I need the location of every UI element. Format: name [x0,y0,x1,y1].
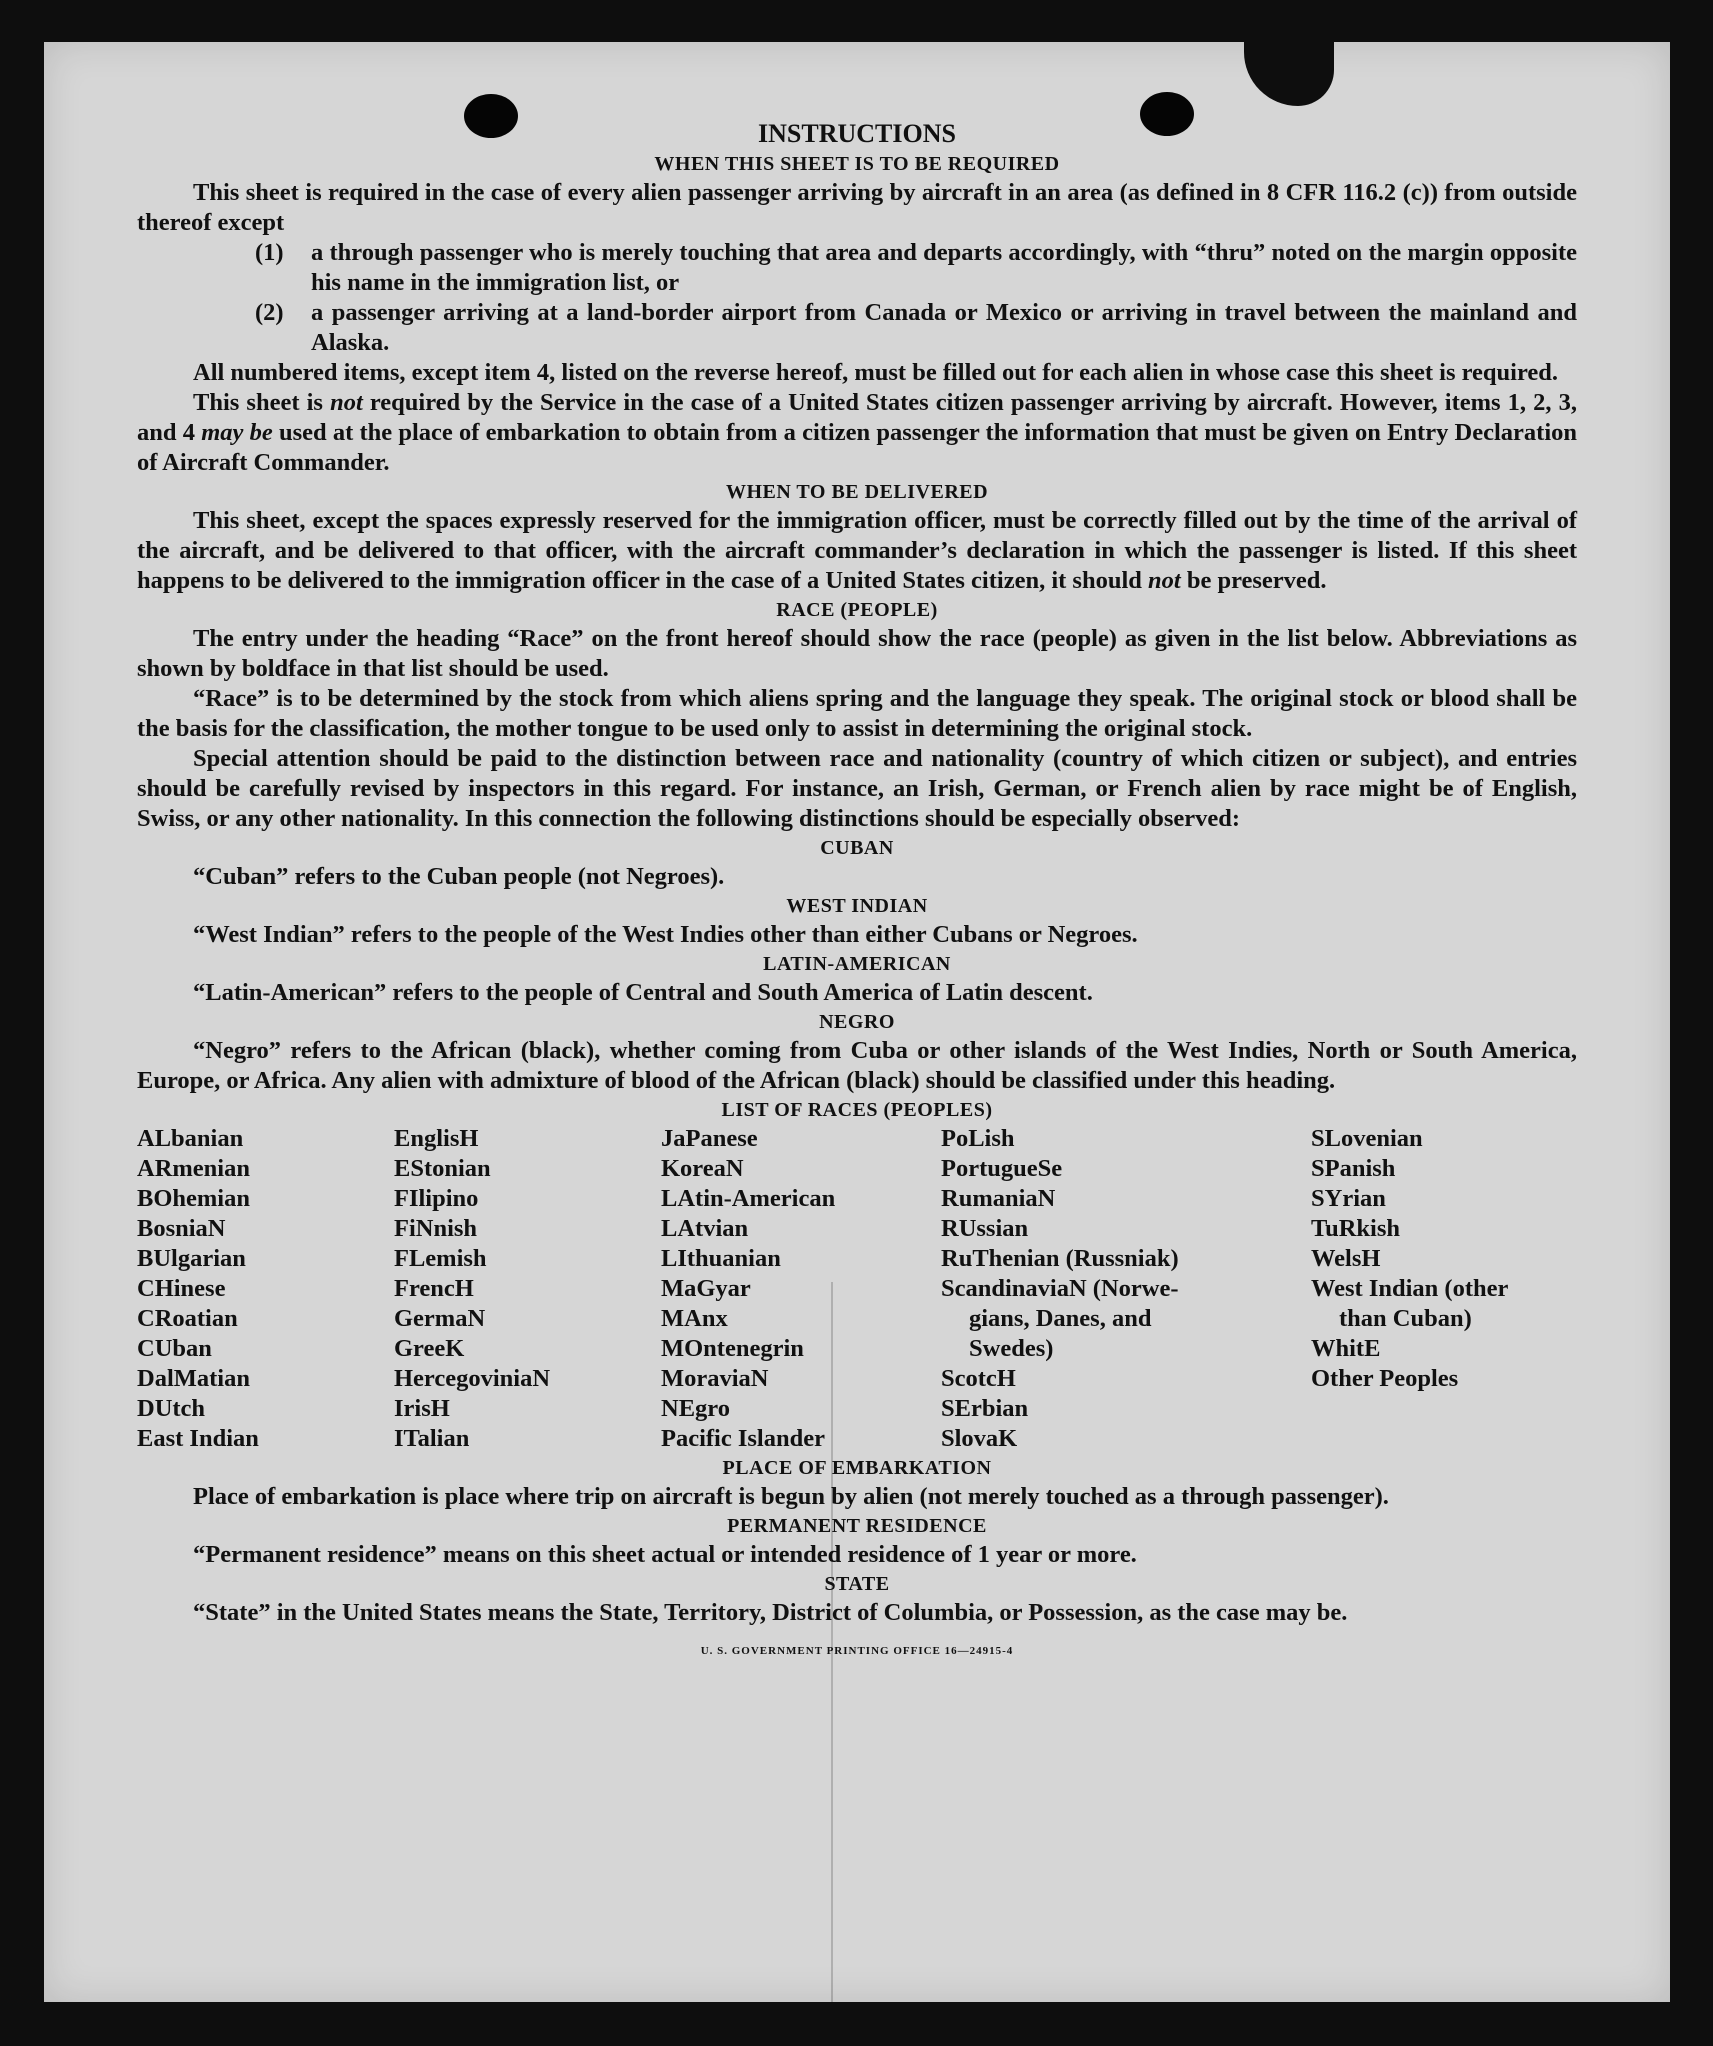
negro-definition: “Negro” refers to the African (black), whether coming from Cuba or other islands of the West Indies, North or South America, Europe, or Africa. Any alien with admixture of blood of the African (black) should be classified under this heading. [137,1037,1577,1094]
race-entry: CRoatian [137,1305,238,1332]
exception-item-1 [137,238,1577,298]
section-heading-west-indian: WEST INDIAN [786,895,928,917]
race-entry: PoLish [941,1125,1015,1152]
race-entry: MoraviaN [661,1365,769,1392]
race-entry: East Indian [137,1425,259,1452]
race-entry: HercegoviniaN [394,1365,551,1392]
item-text: a through passenger who is merely touching that area and departs accordingly, with “thru” noted on the margin opposite his name in the immigration list, or [311,239,1577,296]
item-number: (2) [255,299,284,326]
state-definition: “State” in the United States means the State, Territory, District of Columbia, or Possession, as the case may be. [193,1599,1348,1626]
races-column [1311,1124,1577,1454]
race-entry: BosniaN [137,1215,226,1242]
printer-imprint: U. S. GOVERNMENT PRINTING OFFICE 16—24915-4 [700,1645,1014,1657]
race-entry: FLemish [394,1245,487,1272]
race-entry: CHinese [137,1275,226,1302]
race-entry: Pacific Islander [661,1425,825,1452]
race-entry: BUlgarian [137,1245,246,1272]
race-entry: FiNnish [394,1215,478,1242]
race-entry: NEgro [661,1395,730,1422]
race-entry: RUssian [941,1215,1029,1242]
race-entry: SlovaK [941,1425,1018,1452]
race-entry: JaPanese [661,1125,758,1152]
race-entry: IrisH [394,1395,450,1422]
race-entry: LAtvian [661,1215,749,1242]
race-entry: MaGyar [661,1275,751,1302]
race-entry: MAnx [661,1305,728,1332]
races-column [137,1124,394,1454]
race-entry: RuThenian (Russniak) [941,1245,1179,1272]
race-entry: TuRkish [1311,1215,1401,1242]
when-delivered-paragraph: This sheet, except the spaces expressly reserved for the immigration officer, must be correctly filled out by the time of the arrival of the aircraft, and be delivered to that officer, with the aircraft commander’s declaration in which the passenger is listed. If this sheet happens to be delivered to the immigration officer in the case of a United States citizen, it should not be preserved. [137,507,1577,594]
race-entry: ARmenian [137,1155,250,1182]
race-entry: LIthuanian [661,1245,781,1272]
race-entry: FIlipino [394,1185,479,1212]
latin-american-definition: “Latin-American” refers to the people of Central and South America of Latin descent. [193,979,1093,1006]
race-entry: SPanish [1311,1155,1396,1182]
embarkation-definition: Place of embarkation is place where trip on aircraft is begun by alien (not merely touched as a through passenger). [193,1483,1389,1510]
race-entry: Other Peoples [1311,1365,1459,1392]
instructions-content [137,114,1577,1666]
race-entry: MOntenegrin [661,1335,804,1362]
race-entry: ScandinaviaN (Norwe- [941,1275,1179,1302]
section-heading-negro: NEGRO [819,1011,895,1033]
race-entry: BOhemian [137,1185,250,1212]
race-paragraph-2: “Race” is to be determined by the stock from which aliens spring and the language they speak. The original stock or blood shall be the basis for the classification, the mother tongue to be used only to assist in determining the original stock. [137,685,1577,742]
races-column [661,1124,941,1454]
when-required-paragraph-2: All numbered items, except item 4, listed on the reverse hereof, must be filled out for each alien in whose case this sheet is required. [193,359,1559,386]
section-heading-when-delivered: WHEN TO BE DELIVERED [725,481,989,503]
races-column [394,1124,661,1454]
exception-item-2 [137,298,1577,358]
document-sheet [44,42,1670,2002]
race-entry: WelsH [1311,1245,1381,1272]
races-column [941,1124,1311,1454]
race-entry: FrencH [394,1275,474,1302]
race-entry: ALbanian [137,1125,244,1152]
item-text: a passenger arriving at a land-border airport from Canada or Mexico or arriving in travel between the mainland and Alaska. [311,299,1577,356]
race-entry: GreeK [394,1335,465,1362]
west-indian-definition: “West Indian” refers to the people of the West Indies other than either Cubans or Negroes. [193,921,1138,948]
race-entry: EnglisH [394,1125,479,1152]
section-heading-embarkation: PLACE OF EMBARKATION [722,1457,992,1479]
race-paragraph-1: The entry under the heading “Race” on the front hereof should show the race (people) as given in the list below. Abbreviations as shown by boldface in that list should be used. [137,625,1577,682]
race-paragraph-3: Special attention should be paid to the distinction between race and nationality (country of which citizen or subject), and entries should be carefully revised by inspectors in this regard. For instance, an Irish, German, or French alien by race might be of English, Swiss, or any other nationality. In this connection the following distinctions should be especially observed: [137,745,1577,832]
torn-corner [1244,42,1334,106]
cuban-definition: “Cuban” refers to the Cuban people (not Negroes). [193,863,725,890]
race-entry-continuation: gians, Danes, and [969,1305,1152,1332]
race-entry: SYrian [1311,1185,1386,1212]
race-entry: PortugueSe [941,1155,1063,1182]
race-entry: LAtin-American [661,1185,836,1212]
item-number: (1) [255,239,284,266]
section-heading-when-required: WHEN THIS SHEET IS TO BE REQUIRED [654,153,1060,175]
section-heading-latin-american: LATIN-AMERICAN [763,953,951,975]
race-entry-continuation: than Cuban) [1339,1305,1472,1332]
race-entry: ScotcH [941,1365,1016,1392]
page-title: INSTRUCTIONS [758,119,956,148]
race-entry: EStonian [394,1155,491,1182]
race-entry: RumaniaN [941,1185,1056,1212]
race-entry: WhitE [1311,1335,1381,1362]
races-list [137,1124,1577,1454]
section-heading-race: RACE (PEOPLE) [776,599,938,621]
race-entry: SLovenian [1311,1125,1423,1152]
race-entry: DalMatian [137,1365,250,1392]
section-heading-list-of-races: LIST OF RACES (PEOPLES) [721,1099,993,1121]
section-heading-state: STATE [824,1573,890,1595]
when-required-intro: This sheet is required in the case of every alien passenger arriving by aircraft in an area (as defined in 8 CFR 116.2 (c)) from outside thereof except [137,179,1577,236]
section-heading-cuban: CUBAN [820,837,894,859]
race-entry: GermaN [394,1305,486,1332]
race-entry: KoreaN [661,1155,744,1182]
race-entry: West Indian (other [1311,1275,1509,1302]
when-required-paragraph-3: This sheet is not required by the Service in the case of a United States citizen passenger arriving by aircraft. However, items 1, 2, 3, and 4 may be used at the place of embarkation to obtain from a citizen passenger the information that must be given on Entry Declaration of Aircraft Commander. [137,389,1578,476]
race-entry: ITalian [394,1425,470,1452]
race-entry: SErbian [941,1395,1029,1422]
race-entry-continuation: Swedes) [969,1335,1054,1362]
race-entry: CUban [137,1335,212,1362]
residence-definition: “Permanent residence” means on this sheet actual or intended residence of 1 year or more. [193,1541,1137,1568]
race-entry: DUtch [137,1395,206,1422]
section-heading-permanent-residence: PERMANENT RESIDENCE [727,1515,987,1537]
